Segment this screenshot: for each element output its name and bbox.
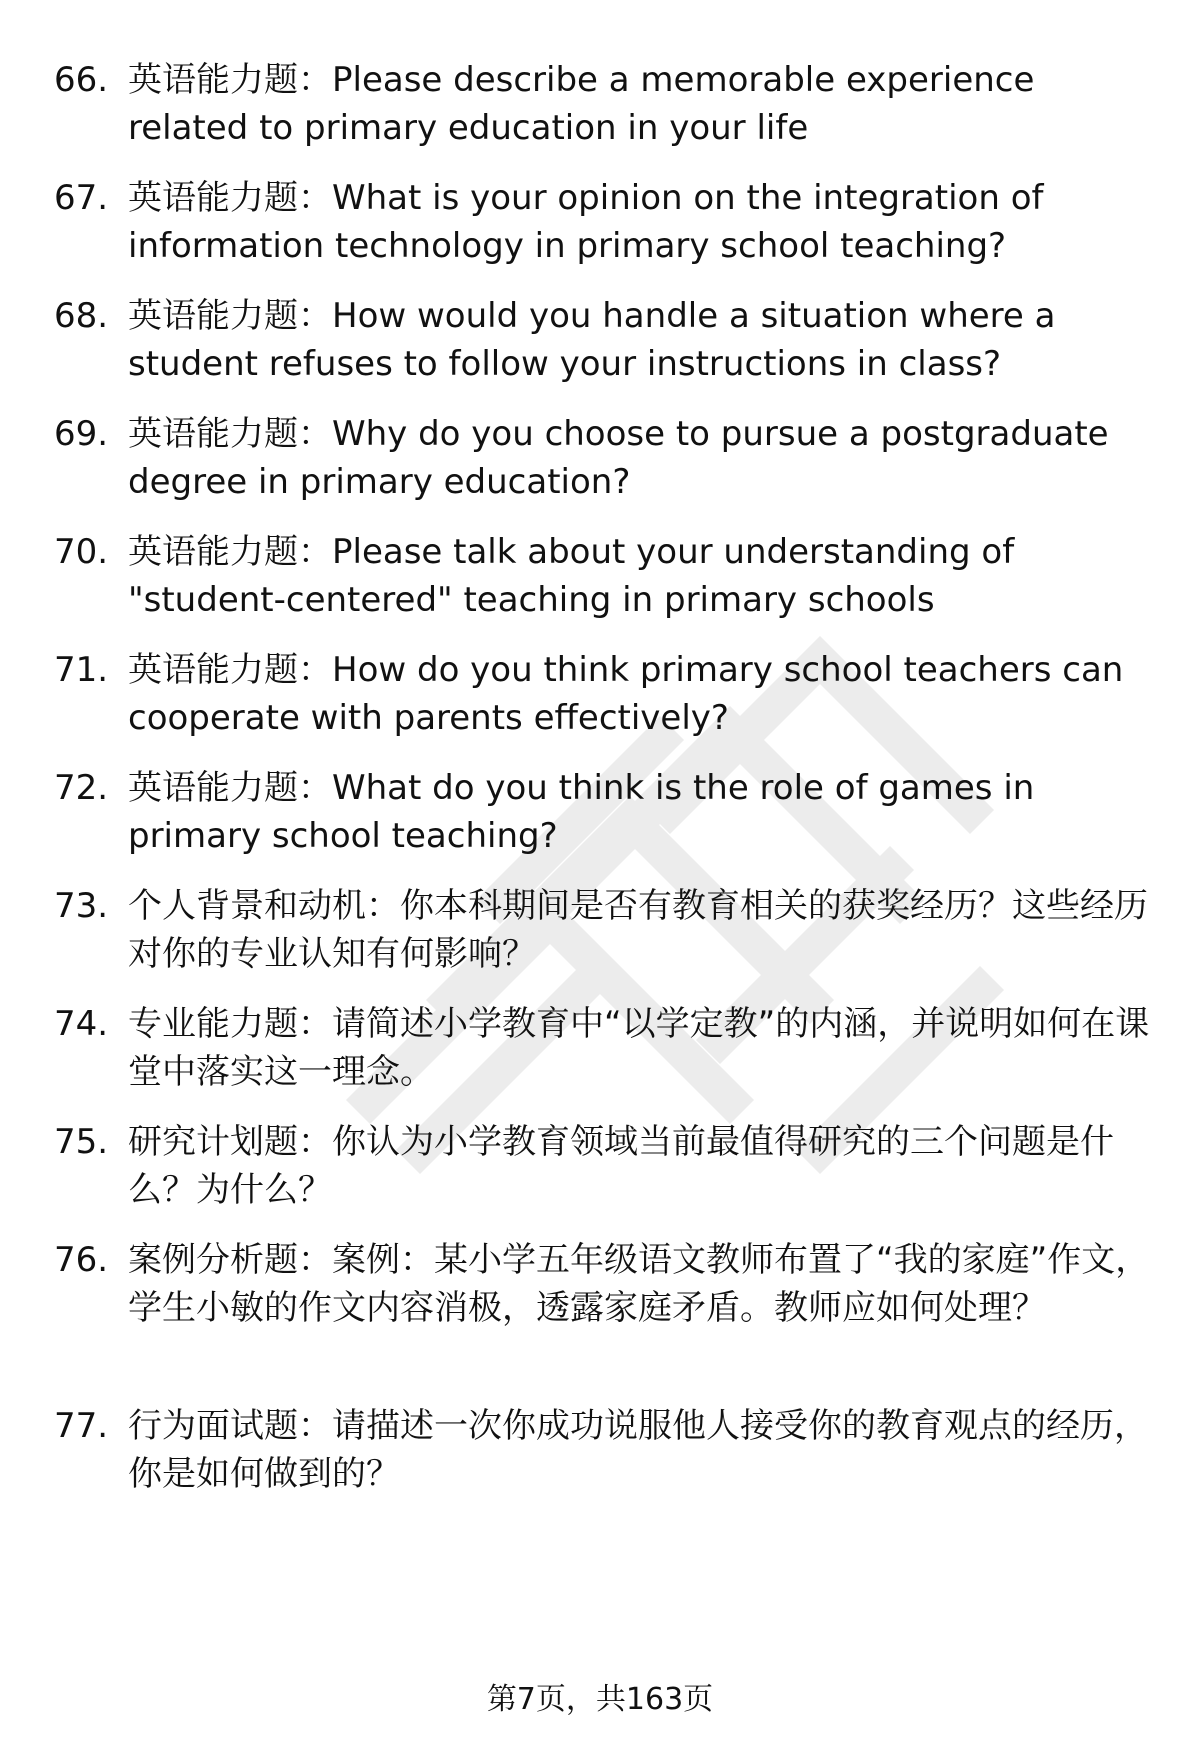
question-text: 个人背景和动机：你本科期间是否有教育相关的获奖经历？这些经历对你的专业认知有何影响？: [128, 886, 1148, 974]
question-number: 71.: [54, 650, 109, 690]
question-item: [54, 1236, 1164, 1332]
question-item: [54, 56, 1164, 152]
question-item: [54, 764, 1164, 860]
question-text: 英语能力题：How do you think primary school teachers can cooperate with parents effectively?: [128, 650, 1124, 738]
question-number: 72.: [54, 768, 109, 808]
question-number: 76.: [54, 1240, 109, 1280]
question-item: [54, 1118, 1164, 1214]
question-text: 案例分析题：案例：某小学五年级语文教师布置了“我的家庭”作文，学生小敏的作文内容消极，透露家庭矛盾。教师应如何处理？: [128, 1240, 1150, 1328]
question-item: [54, 292, 1164, 388]
question-number: 70.: [54, 532, 109, 572]
question-text: 行为面试题：请描述一次你成功说服他人接受你的教育观点的经历，你是如何做到的？: [128, 1406, 1148, 1494]
question-item: [54, 882, 1164, 978]
question-item: [54, 528, 1164, 624]
question-item: [54, 410, 1164, 506]
question-text: 英语能力题：Why do you choose to pursue a postgraduate degree in primary education?: [128, 414, 1109, 502]
question-number: 73.: [54, 886, 109, 926]
question-item: [54, 646, 1164, 742]
question-number: 69.: [54, 414, 109, 454]
question-text: 英语能力题：Please talk about your understanding of "student-centered" teaching in primary schools: [128, 532, 1015, 620]
question-number: 66.: [54, 60, 109, 100]
question-item: [54, 1402, 1164, 1498]
question-number: 68.: [54, 296, 109, 336]
question-text: 英语能力题：How would you handle a situation where a student refuses to follow your instructions in class?: [128, 296, 1056, 384]
question-number: 67.: [54, 178, 109, 218]
question-text: 英语能力题：What is your opinion on the integration of information technology in primary school teaching?: [128, 178, 1044, 266]
question-item: [54, 1000, 1164, 1096]
question-number: 77.: [54, 1406, 109, 1446]
question-number: 75.: [54, 1122, 109, 1162]
question-text: 研究计划题：你认为小学教育领域当前最值得研究的三个问题是什么？为什么？: [128, 1122, 1114, 1210]
question-number: 74.: [54, 1004, 109, 1044]
page-footer: 第7页，共163页: [486, 1682, 714, 1717]
question-text: 专业能力题：请简述小学教育中“以学定教”的内涵，并说明如何在课堂中落实这一理念。: [128, 1004, 1150, 1092]
question-item: [54, 174, 1164, 270]
question-text: 英语能力题：What do you think is the role of games in primary school teaching?: [128, 768, 1035, 856]
question-text: 英语能力题：Please describe a memorable experience related to primary education in your life: [128, 60, 1035, 148]
